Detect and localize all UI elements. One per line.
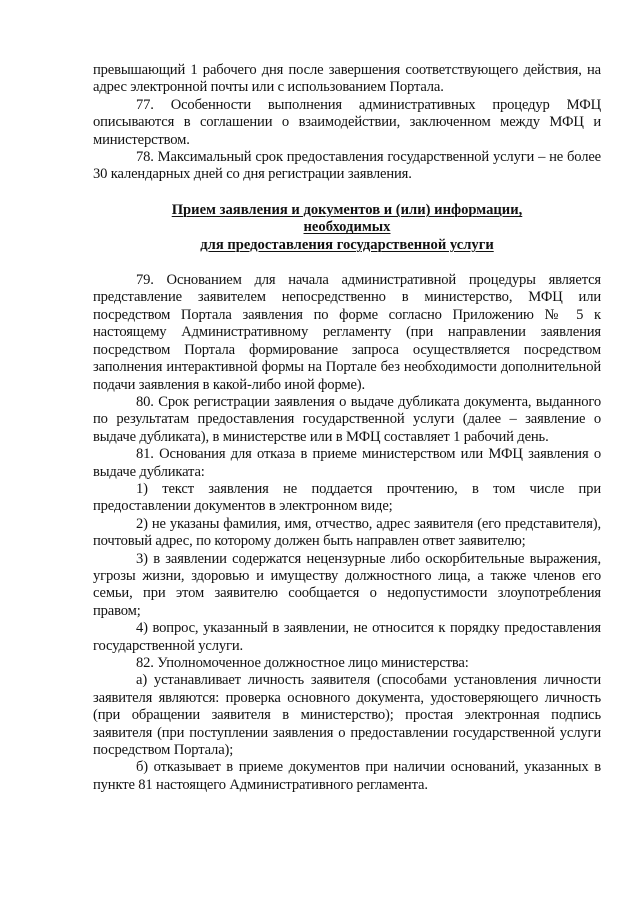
paragraph-79: 79. Основанием для начала административной процедуры является представление заявителем непосредственно в министерство, МФЦ или посредством Портала заявления по форме согласно Приложению № 5 к настоящему Административному регламенту (при направлении заявления посредством Портала формирование запроса осуществляется посредством заполнения интерактивной формы на Портале без необходимости дополнительной подачи заявления в какой-либо иной форме). [93,272,601,393]
list-item-82-a: а) устанавливает личность заявителя (способами установления личности заявителя являются: проверка основного документа, удостоверяющего личность (при обращении заявителя в министерство); простая электронная подпись заявителя (при поступлении заявления о предоставлении государственной услуги посредством Портала); [93,672,601,759]
document-page [93,62,601,794]
paragraph-78: 78. Максимальный срок предоставления государственной услуги – не более 30 календарных дней со дня регистрации заявления. [93,149,601,183]
list-item-81-2: 2) не указаны фамилия, имя, отчество, адрес заявителя (его представителя), почтовый адрес, по которому должен быть направлен ответ заявителю; [93,515,601,550]
list-item-81-1: 1) текст заявления не поддается прочтению, в том числе при предоставлении документов в электронном виде; [93,480,601,515]
section-heading-line-2: для предоставления государственной услуги [200,236,494,253]
paragraph-77: 77. Особенности выполнения административных процедур МФЦ описываются в соглашении о взаимодействии, заключенном между МФЦ и министерством. [93,96,601,148]
section-heading-line-1: Прием заявления и документов и (или) информации, необходимых [171,201,523,236]
paragraph-continuation: превышающий 1 рабочего дня после завершения соответствующего действия, на адрес электронной почты или с использованием Портала. [93,62,601,96]
paragraph-80: 80. Срок регистрации заявления о выдаче дубликата документа, выданного по результатам предоставления государственной услуги (далее – заявление о выдаче дубликата), в министерстве или в МФЦ составляет 1 рабочий день. [93,393,601,445]
paragraph-81: 81. Основания для отказа в приеме министерством или МФЦ заявления о выдаче дубликата: [93,446,601,480]
list-item-81-3: 3) в заявлении содержатся нецензурные либо оскорбительные выражения, угрозы жизни, здоровью и имуществу должностного лица, а также членов его семьи, при этом заявителю сообщается о недопустимости злоупотребления правом; [93,550,601,619]
paragraph-82: 82. Уполномоченное должностное лицо министерства: [136,655,469,671]
list-item-81-4: 4) вопрос, указанный в заявлении, не относится к порядку предоставления государственной услуги. [93,620,601,654]
list-item-82-b: б) отказывает в приеме документов при наличии оснований, указанных в пункте 81 настоящего Административного регламента. [93,759,601,793]
section-heading [93,202,601,254]
